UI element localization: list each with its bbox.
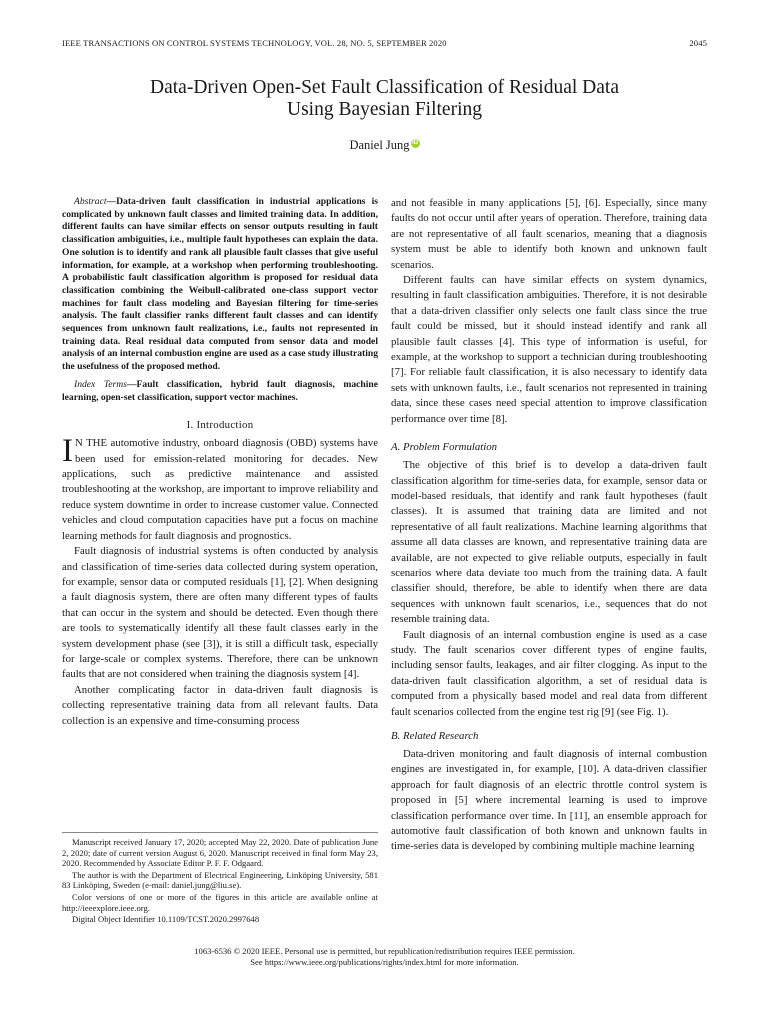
intro-paragraph-1-text: N THE automotive industry, onboard diagnosis (OBD) systems have been used for emission-related monitoring for decades. New applications, such as predictive maintenance and assisted troubleshooting at the workshop, are important to improve reliability and reduce system downtime in order to increase customer value. Connected vehicles and cloud computation capacities have put a focus on machine learning methods for fault diagnosis and prognostics. xyxy=(62,437,378,542)
footnote-color: Color versions of one or more of the figures in this article are available online at http://ieeexplore.ieee.org. xyxy=(62,891,378,913)
subsection-heading-problem-formulation: A. Problem Formulation xyxy=(391,441,498,454)
problem-paragraph-1: The objective of this brief is to develop a data-driven fault classification algorithm for time-series data, for example, sensor data or model-based residuals, that identify and rank fault hypotheses (fault classes). It is assumed that training data are limited and not representative of all fault realizations. Machine learning algorithms that assume all data classes are known, and representative training data are available, are not expected to give reliable outputs, especially in fault scenarios where data deviate too much from the training data. A fault classifier should, therefore, be able to identify when there are data sequences with unknown fault scenarios, i.e., sequences that do not resemble training data. xyxy=(391,459,707,626)
problem-paragraph-2: Fault diagnosis of an internal combustion engine is used as a case study. The fault scenarios cover different types of engine faults, including sensor faults, leakages, and air filter clogging. As input to the data-driven fault classification algorithm, a set of residual data is computed from a physically based model and real data from different fault scenarios collected from the engine test rig [9] (see Fig. 1). xyxy=(391,628,707,718)
paper-title xyxy=(62,77,707,121)
intro-paragraph-3: Another complicating factor in data-driven fault diagnosis is collecting representative training data from all relevant faults. Data collection is an expensive and time-consuming process xyxy=(62,683,378,727)
title-line-2: Using Bayesian Filtering xyxy=(287,99,482,120)
page-number: 2045 xyxy=(689,38,707,48)
footnote-doi: Digital Object Identifier 10.1109/TCST.2020.2997648 xyxy=(72,914,260,925)
abstract-label: Abstract xyxy=(74,196,107,207)
abstract-dash: — xyxy=(106,196,117,207)
index-terms xyxy=(62,379,378,404)
section-heading-introduction: I. Introduction xyxy=(186,419,254,432)
orcid-icon[interactable]: iD xyxy=(412,140,419,146)
index-terms-label: Index Terms xyxy=(74,378,127,390)
footnotes xyxy=(62,832,378,926)
drop-cap: I xyxy=(62,433,73,470)
related-paragraph-1: Data-driven monitoring and fault diagnosis of internal combustion engines are investigated in, for example, [10]. A data-driven classifier approach for fault diagnosis of an electric throttle control system is proposed in [5] where incremental learning is used to improve classification performance over time. In [11], an ensemble approach for automotive fault classification of both known and unknown faults in time-series data is developed by combining multiple machine learning xyxy=(391,748,707,853)
author-name: Daniel Jung xyxy=(349,138,410,152)
author-line xyxy=(62,138,707,153)
footnote-manuscript: Manuscript received January 17, 2020; accepted May 22, 2020. Date of publication June 2, 2020; date of current version August 6, 2020. Manuscript received in final form May 23, 2020. Recommended by Associate Editor P. F. F. Odgaard. xyxy=(62,837,378,869)
index-terms-text: Fault classification, hybrid fault diagnosis, machine learning, open-set classification, support vector machines. xyxy=(62,378,379,403)
copyright-line-2: See https://www.ieee.org/publications/rights/index.html for more information. xyxy=(250,957,519,967)
left-column xyxy=(62,196,378,729)
copyright-line-1: 1063-6536 © 2020 IEEE. Personal use is permitted, but republication/redistribution requires IEEE permission. xyxy=(194,946,575,956)
intro-paragraph-1 xyxy=(62,433,378,544)
intro-paragraph-2: Fault diagnosis of industrial systems is often conducted by analysis and classification of time-series data collected during system operation, for example, sensor data or computed residuals [1], [2]. When designing a fault diagnosis system, there are often many different types of faults that can occur in the system and should be detected. Even though there are tools to systematically identify all these fault classes early in the system development phase (see [3]), it is still a difficult task, especially for large-scale or complex systems. Therefore, there can be unknown faults that are not considered when training the diagnosis system [4]. xyxy=(62,545,378,681)
right-paragraph-continued: and not feasible in many applications [5], [6]. Especially, since many faults do not occur until after years of operation. Therefore, training data are not representative of all fault scenarios, meaning that a diagnosis system must be able to identify both known and unknown fault scenarios. xyxy=(391,197,707,271)
right-column xyxy=(391,196,707,855)
journal-name: IEEE TRANSACTIONS ON CONTROL SYSTEMS TECHNOLOGY, VOL. 28, NO. 5, SEPTEMBER 2020 xyxy=(62,38,447,48)
subsection-heading-related-research: B. Related Research xyxy=(391,730,479,742)
right-paragraph-ambiguities: Different faults can have similar effects on system dynamics, resulting in fault classification ambiguities. Therefore, it is not desirable that a data-driven classifier only selects one fault class since the true fault could be missed, but it should instead identify and rank all plausible fault classes [4]. This type of information is useful, for example, at the workshop to support a technician during troubleshooting [7]. For reliable fault classification, it is also necessary to identify data sets with unknown faults, i.e., fault scenarios not represented in training data, since these cases need special attention to improve classification performance over time [8]. xyxy=(391,274,707,425)
footnote-affiliation: The author is with the Department of Electrical Engineering, Linköping University, 581 83 Linköping, Sweden (e-mail: daniel.jung@liu.se). xyxy=(62,869,378,891)
copyright-notice xyxy=(62,946,707,968)
abstract xyxy=(62,196,378,374)
abstract-text: Data-driven fault classification in industrial applications is complicated by unknown fault classes and limited training data. In addition, different faults can have similar effects on sensor outputs resulting in fault classification ambiguities, i.e., multiple fault hypotheses can explain the data. One solution is to identify and rank all plausible fault classes that give useful information, for example, at a workshop when performing troubleshooting. A probabilistic fault classification algorithm is proposed for residual data classification combining the Weibull-calibrated one-class support vector machines for fault class modeling and Bayesian filtering for time-series analysis. The fault classifier ranks different fault classes and can identify sequences from unknown fault realizations, i.e., faults not represented in training data. Real residual data computed from sensor data and model analysis of an internal combustion engine are used as a case study illustrating the usefulness of the proposed method. xyxy=(62,196,378,373)
running-header xyxy=(62,38,707,52)
index-terms-dash: — xyxy=(126,378,137,390)
title-line-1: Data-Driven Open-Set Fault Classification of Residual Data xyxy=(150,77,619,98)
